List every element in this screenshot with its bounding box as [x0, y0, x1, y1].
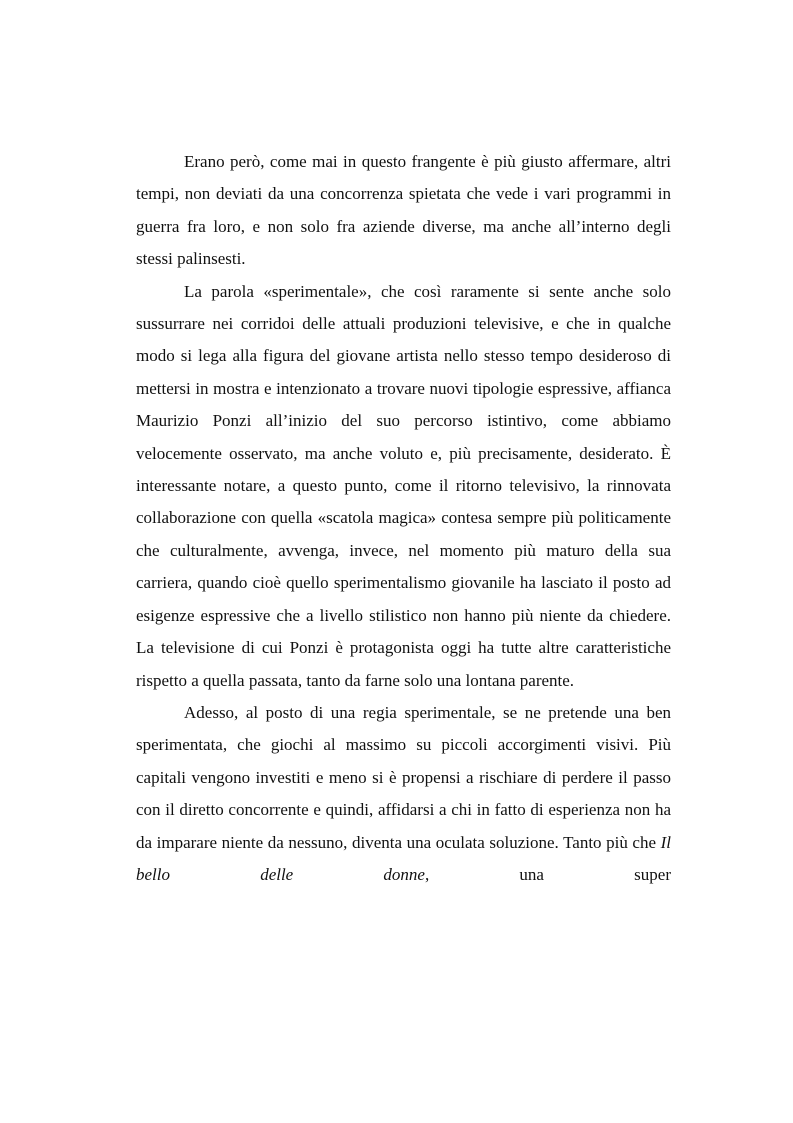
paragraph-1: Erano però, come mai in questo frangente è più giusto affermare, altri tempi, non deviati da una concorrenza spietata che vede i vari programmi in guerra fra loro, e non solo fra aziende diverse, ma anche all’interno degli stessi palinsesti. [136, 152, 671, 269]
body-text [136, 146, 671, 891]
paragraph-3-text-before: Adesso, al posto di una regia sperimentale, se ne pretende una ben sperimentata, che giochi al massimo su piccoli accorgimenti visivi. Più capitali vengono investiti e meno si è propensi a rischiare di perdere il passo con il diretto concorrente e quindi, affidarsi a chi in fatto di esperienza non ha da imparare niente da nessuno, diventa una oculata soluzione. Tanto più che [136, 702, 671, 852]
paragraph-3-text-after: , una super [424, 864, 672, 884]
program-title: Il bello delle donne [136, 832, 671, 884]
paragraph-3 [136, 697, 671, 891]
paragraph-2: La parola «sperimentale», che così raramente si sente anche solo sussurrare nei corridoi delle attuali produzioni televisive, e che in qualche modo si lega alla figura del giovane artista nello stesso tempo desideroso di mettersi in mostra e intenzionato a trovare nuovi tipologie espressive, affianca Maurizio Ponzi all’inizio del suo percorso istintivo, come abbiamo velocemente osservato, ma anche voluto e, più precisamente, desiderato. È interessante notare, a questo punto, come il ritorno televisivo, la rinnovata collaborazione con quella «scatola magica» contesa sempre più politicamente che culturalmente, avvenga, invece, nel momento più maturo della sua carriera, quando cioè quello sperimentalismo giovanile ha lasciato il posto ad esigenze espressive che a livello stilistico non hanno più niente da chiedere. La televisione di cui Ponzi è protagonista oggi ha tutte altre caratteristiche rispetto a quella passata, tanto da farne solo una lontana parente. [136, 281, 671, 690]
